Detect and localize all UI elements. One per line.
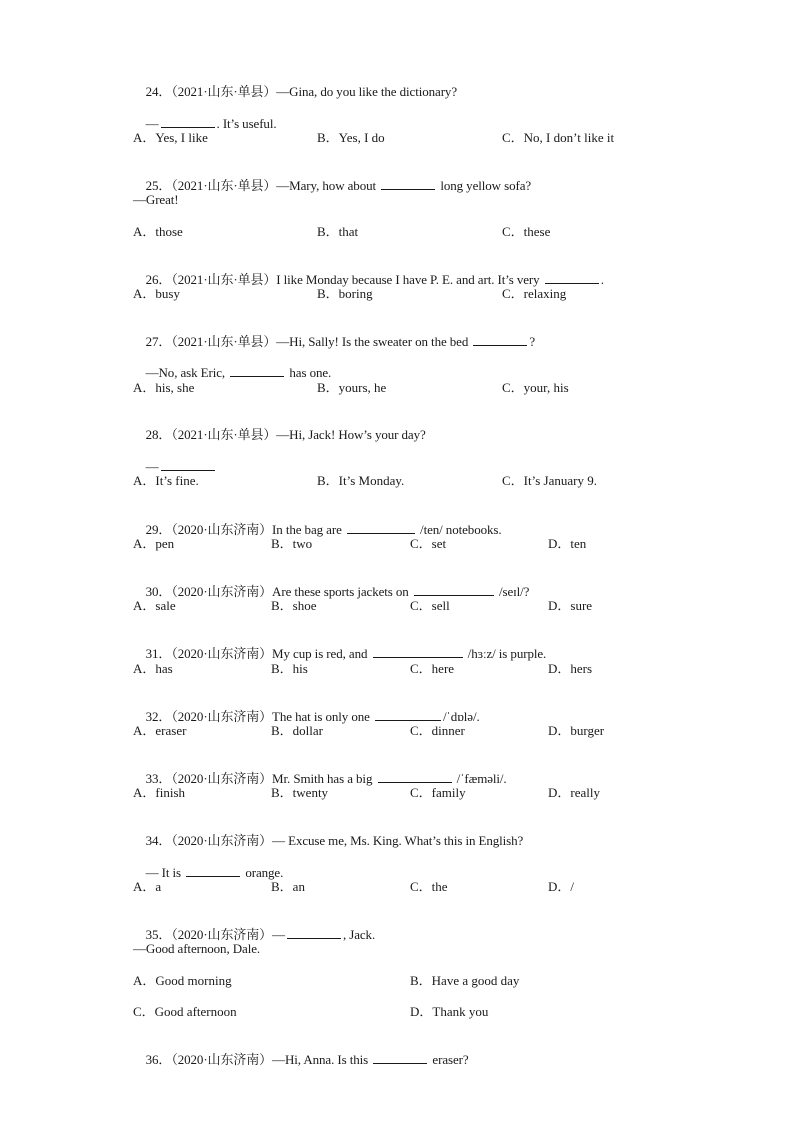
option-a[interactable]: A．a: [133, 879, 162, 894]
question-source: （2021·山东·单县）: [171, 272, 277, 287]
question-text: — Excuse me, Ms. King. What’s this in English?: [272, 833, 524, 848]
question-25-stem: [133, 161, 531, 210]
option-a[interactable]: A．busy: [133, 286, 180, 301]
option-a[interactable]: A．Good morning: [133, 973, 232, 988]
question-source: （2021·山东·单县）: [171, 84, 277, 99]
question-36-stem: [133, 1035, 469, 1084]
answer-blank[interactable]: [347, 521, 415, 534]
option-b[interactable]: B．It’s Monday.: [317, 473, 405, 488]
option-b[interactable]: B．two: [271, 536, 313, 551]
answer-blank[interactable]: [378, 770, 452, 783]
question-number: 30．: [145, 584, 172, 599]
question-number: 28．: [145, 427, 172, 442]
option-c[interactable]: C．No, I don’t like it: [502, 130, 615, 145]
option-a[interactable]: A．finish: [133, 785, 186, 800]
question-text: long yellow sofa?: [437, 178, 532, 193]
question-number: 25．: [145, 178, 172, 193]
option-a[interactable]: A．sale: [133, 598, 176, 613]
question-30-stem: [133, 567, 529, 616]
answer-blank[interactable]: [473, 333, 527, 346]
option-c[interactable]: C．your, his: [502, 380, 569, 395]
question-source: （2021·山东·单县）: [171, 334, 277, 349]
question-text: In the bag are: [272, 522, 345, 537]
option-d[interactable]: D．really: [548, 785, 600, 800]
option-c[interactable]: C．Good afternoon: [133, 1004, 237, 1019]
option-d[interactable]: D．ten: [548, 536, 587, 551]
option-a[interactable]: A．his, she: [133, 380, 195, 395]
answer-blank[interactable]: [373, 1051, 427, 1064]
question-number: 24．: [145, 84, 172, 99]
question-source: （2020·山东济南）: [171, 584, 273, 599]
option-c[interactable]: C．relaxing: [502, 286, 567, 301]
option-d[interactable]: D．hers: [548, 661, 593, 676]
option-c[interactable]: C．here: [410, 661, 455, 676]
option-b[interactable]: B．yours, he: [317, 380, 387, 395]
answer-blank[interactable]: [230, 364, 284, 377]
option-b[interactable]: B．dollar: [271, 723, 323, 738]
option-b[interactable]: B．Yes, I do: [317, 130, 385, 145]
question-number: 35．: [145, 927, 172, 942]
question-source: （2020·山东济南）: [171, 771, 273, 786]
option-b[interactable]: B．an: [271, 879, 305, 894]
question-text: /hɜːz/ is purple.: [464, 646, 547, 661]
question-number: 31．: [145, 646, 172, 661]
answer-blank[interactable]: [545, 271, 599, 284]
question-source: （2021·山东·单县）: [171, 427, 277, 442]
option-a[interactable]: A．those: [133, 224, 183, 239]
option-a[interactable]: A．pen: [133, 536, 175, 551]
option-b[interactable]: B．boring: [317, 286, 373, 301]
option-c[interactable]: C．family: [410, 785, 466, 800]
answer-blank[interactable]: [161, 115, 215, 128]
question-text: My cup is red, and: [272, 646, 371, 661]
answer-blank[interactable]: [414, 583, 494, 596]
option-c[interactable]: C．these: [502, 224, 551, 239]
option-c[interactable]: C．set: [410, 536, 447, 551]
option-b[interactable]: B．shoe: [271, 598, 317, 613]
reply-text: — It is: [145, 865, 185, 880]
answer-blank[interactable]: [375, 708, 441, 721]
option-a[interactable]: A．It’s fine.: [133, 473, 199, 488]
reply-text: orange.: [242, 865, 284, 880]
question-text: /ˈfæməli/.: [453, 771, 507, 786]
question-source: （2021·山东·单县）: [171, 178, 277, 193]
reply-text: . It’s useful.: [216, 116, 277, 131]
question-source: （2020·山东济南）: [171, 709, 273, 724]
option-a[interactable]: A．has: [133, 661, 173, 676]
question-text: Mr. Smith has a big: [272, 771, 376, 786]
question-text: —Hi, Jack! How’s your day?: [276, 427, 426, 442]
question-number: 33．: [145, 771, 172, 786]
question-source: （2020·山东济南）: [171, 833, 273, 848]
answer-blank[interactable]: [161, 458, 215, 471]
question-number: 36．: [145, 1052, 172, 1067]
option-c[interactable]: C．It’s January 9.: [502, 473, 597, 488]
reply-text: —: [145, 459, 159, 474]
option-d[interactable]: D．burger: [548, 723, 605, 738]
option-c[interactable]: C．dinner: [410, 723, 465, 738]
question-text: /ten/ notebooks.: [416, 522, 502, 537]
reply-text: —No, ask Eric,: [145, 365, 229, 380]
question-text: —Gina, do you like the dictionary?: [276, 84, 458, 99]
question-text: —: [272, 927, 285, 942]
answer-blank[interactable]: [373, 645, 463, 658]
option-d[interactable]: D．sure: [548, 598, 593, 613]
question-29-stem: [133, 505, 502, 554]
question-source: （2020·山东济南）: [171, 1052, 273, 1067]
option-b[interactable]: B．twenty: [271, 785, 329, 800]
option-a[interactable]: A．eraser: [133, 723, 187, 738]
question-text: .: [600, 272, 604, 287]
question-number: 29．: [145, 522, 172, 537]
option-c[interactable]: C．the: [410, 879, 448, 894]
question-text: The hat is only one: [272, 709, 373, 724]
question-text: /ˈdɒlə/.: [442, 709, 480, 724]
question-number: 34．: [145, 833, 172, 848]
question-text: Are these sports jackets on: [272, 584, 412, 599]
question-text: ?: [529, 334, 536, 349]
question-source: （2020·山东济南）: [171, 646, 273, 661]
answer-blank[interactable]: [381, 177, 435, 190]
answer-blank[interactable]: [287, 926, 341, 939]
question-text: —Hi, Anna. Is this: [272, 1052, 372, 1067]
question-number: 32．: [145, 709, 172, 724]
question-number: 26．: [145, 272, 172, 287]
question-35-reply: —Good afternoon, Dale.: [133, 941, 261, 956]
reply-text: —: [145, 116, 159, 131]
question-source: （2020·山东济南）: [171, 927, 273, 942]
question-text: , Jack.: [342, 927, 376, 942]
question-text: I like Monday because I have P. E. and art. It’s very: [276, 272, 543, 287]
option-b[interactable]: B．his: [271, 661, 308, 676]
reply-text: has one.: [286, 365, 332, 380]
answer-blank[interactable]: [186, 864, 240, 877]
option-a[interactable]: A．Yes, I like: [133, 130, 208, 145]
question-31-stem: [133, 629, 546, 678]
question-text: /seɪl/?: [495, 584, 530, 599]
option-c[interactable]: C．sell: [410, 598, 450, 613]
question-source: （2020·山东济南）: [171, 522, 273, 537]
question-text: eraser?: [429, 1052, 469, 1067]
question-text: —Mary, how about: [276, 178, 380, 193]
option-b[interactable]: B．Have a good day: [410, 973, 520, 988]
option-d[interactable]: D．Thank you: [410, 1004, 489, 1019]
question-number: 27．: [145, 334, 172, 349]
option-d[interactable]: D．/: [548, 879, 575, 894]
question-text: —Hi, Sally! Is the sweater on the bed: [276, 334, 472, 349]
question-25-reply: —Great!: [133, 192, 179, 207]
option-b[interactable]: B．that: [317, 224, 359, 239]
